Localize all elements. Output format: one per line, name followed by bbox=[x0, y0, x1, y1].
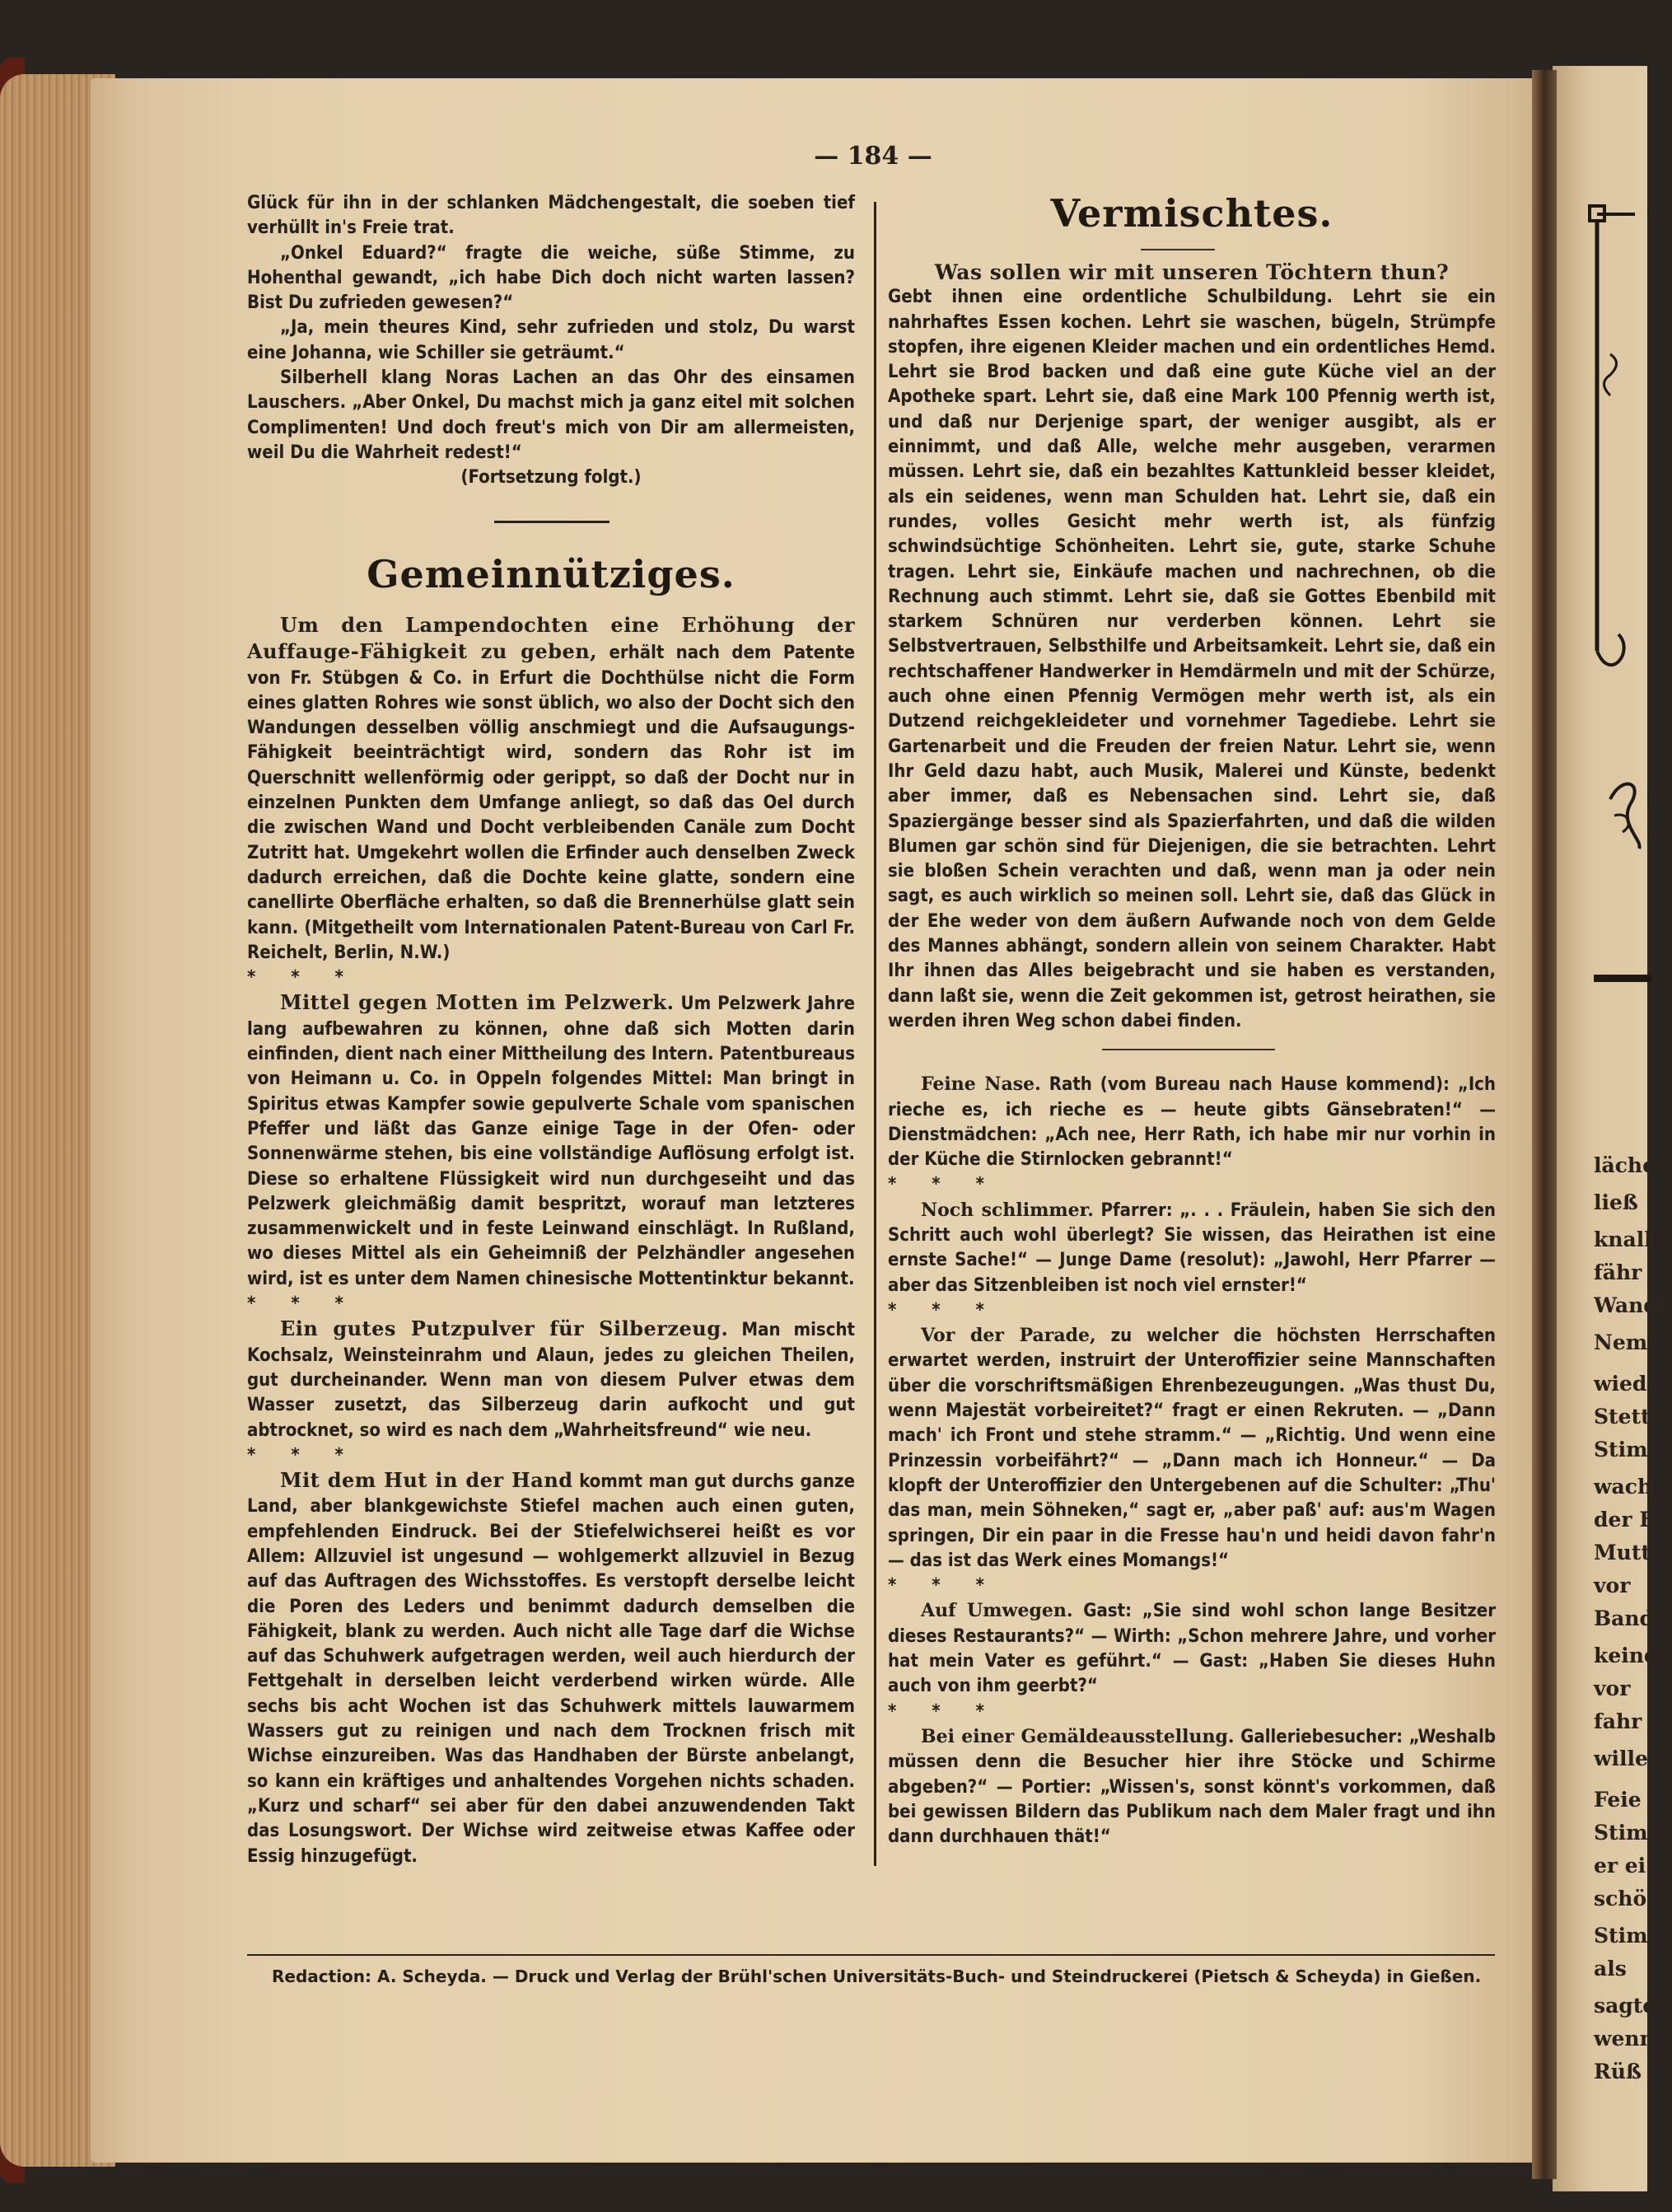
anecdote-title: Noch schlimmer. bbox=[921, 1199, 1094, 1221]
next-page-fragment: sagte bbox=[1594, 1994, 1656, 2018]
story-paragraph: „Onkel Eduard?“ fragte die weiche, süße Stimme, zu Hohenthal gewandt, „ich habe Dich doch nicht warten lassen? Bist Du zufrieden gewesen?“ bbox=[247, 242, 855, 314]
anecdote-noch-schlimmer bbox=[888, 1198, 1496, 1298]
story-paragraph: Silberhell klang Noras Lachen an das Ohr des einsamen Lauschers. „Aber Onkel, Du machst mich ja ganz eitel mit solchen Complimenten! Und doch freut's mich von Dir am allermeisten, weil Du die Wahrheit redest!“ bbox=[247, 367, 855, 463]
next-page-fragment: knallt bbox=[1594, 1228, 1662, 1251]
article-hut bbox=[247, 1468, 855, 1869]
article-putzpulver bbox=[247, 1316, 855, 1443]
next-page-fragment: als bbox=[1594, 1957, 1627, 1981]
next-page-fragment: Feie bbox=[1594, 1788, 1642, 1812]
next-page-fragment: fahr bbox=[1594, 1709, 1642, 1733]
article-heading: Um den Lampendochten eine Erhöhung der Auffauge-Fähigkeit zu geben, bbox=[247, 613, 855, 664]
ornament-frame bbox=[1586, 189, 1635, 684]
separator-stars: * * * bbox=[247, 1293, 358, 1315]
separator-stars: * * * bbox=[888, 1575, 999, 1597]
next-page-fragment: Nemes bbox=[1594, 1330, 1672, 1354]
article-body: kommt man gut durchs ganze Land, aber blankgewichste Stiefel machen auch einen guten, empfehlenden Eindruck. Bei der Stiefelwichserei heißt es vor Allem: Allzuviel ist ungesund — wohlgemerkt allzuviel in Bezug auf das Auftragen des Wichsstoffes. Es verstopft derselbe leicht die Poren des Leders und benimmt dadurch demselben die Fähigkeit, blank zu werden. Auch nicht alle Tage darf die Wichse auf das Schuhwerk aufgetragen werden, weil auch hierdurch der Fettgehalt in derselben leicht verderbend wirken würde. Alle sechs bis acht Wochen ist das Schuhwerk mittels lauwarmem Wassers gut zu reinigen und nach dem Trocknen frisch mit Wichse einzureiben. Was das Handhaben der Bürste anbelangt, so kann ein kräftiges und anhaltendes Vorgehen nichts schaden. „Kurz und scharf“ sei aber für den dabei anzuwendenden Takt das Losungswort. Der Wichse wird zeitweise etwas Kaffee oder Essig hinzugefügt. bbox=[247, 1471, 856, 1867]
next-page-fragment: Band bbox=[1594, 1606, 1654, 1630]
next-page-fragment: Stett bbox=[1594, 1405, 1651, 1429]
next-page-fragment: vor bbox=[1594, 1574, 1631, 1597]
imprint-footer: Redaction: A. Scheyda. — Druck und Verlag der Brühl'schen Universitäts-Buch- und Steindruckerei (Pietsch & Scheyda) in Gießen. bbox=[272, 1966, 1482, 1986]
next-page-fragment: vor bbox=[1594, 1677, 1631, 1700]
column-divider bbox=[874, 202, 876, 1866]
next-page-fragment: keine bbox=[1594, 1644, 1657, 1667]
left-column-articles bbox=[247, 613, 855, 1869]
article-body: erhält nach dem Patente von Fr. Stübgen & Co. in Erfurt die Dochthülse nicht die Form eines glatten Rohres wie sonst üblich, wo also der Docht sich den Wandungen desselben völlig anschmiegt und die Aufsaugungs-Fähigkeit beeinträchtigt wird, sondern das Rohr ist im Querschnitt wellenförmig oder gerippt, so daß der Docht nur in einzelnen Punkten dem Umfange anliegt, so daß das Oel durch die zwischen Wand und Docht verbleibenden Canäle zum Docht Zutritt hat. Umgekehrt wollen die Erfinder auch denselben Zweck dadurch erreichen, daß die Dochte keine glatte, sondern eine canellirte Oberfläche erhalten, so daß die Brennerhülse glatt sein kann. (Mitgetheilt vom Internationalen Patent-Bureau von Carl Fr. Reichelt, Berlin, N.W.) bbox=[247, 643, 856, 963]
next-page-fragment: er ei bbox=[1594, 1854, 1646, 1878]
anecdote-title: Bei einer Gemäldeausstellung. bbox=[921, 1725, 1235, 1747]
footer-rule bbox=[247, 1954, 1495, 1956]
article-body: Man mischt Kochsalz, Weinsteinrahm und Alaun, jedes zu gleichen Theilen, gut durcheinander. Wenn man von diesem Pulver etwas dem Wasser zusetzt, das Silberzeug darin aufkocht und gut abtrocknet, so wird es nach dem „Wahrheitsfreund“ wie neu. bbox=[247, 1320, 856, 1441]
ornament-flourish bbox=[1606, 766, 1647, 857]
next-page-fragment: Mutt bbox=[1594, 1541, 1651, 1564]
story-paragraph: „Ja, mein theures Kind, sehr zufrieden und stolz, Du warst eine Johanna, wie Schiller sie geträumt.“ bbox=[247, 317, 855, 363]
anecdote-rule bbox=[1102, 1049, 1275, 1050]
next-page-fragment: wiede bbox=[1594, 1372, 1660, 1396]
anecdote-title: Feine Nase. bbox=[921, 1073, 1041, 1096]
separator-stars: * * * bbox=[247, 1444, 358, 1466]
next-page-fragment: wach bbox=[1594, 1475, 1653, 1499]
anecdote-title: Vor der Parade, bbox=[921, 1325, 1096, 1347]
next-page-fragment: fähr bbox=[1594, 1260, 1642, 1284]
continued-note: (Fortsetzung folgt.) bbox=[460, 467, 642, 489]
lead-body: Gebt ihnen eine ordentliche Schulbildung. Lehrt sie ein nahrhaftes Essen kochen. Lehrt sie waschen, bügeln, Strümpfe stopfen, ihre eigenen Kleider machen und ein ordentliches Hemd. Lehrt sie Brod backen und daß eine gute Küche viel an der Apotheke spart. Lehrt sie, daß eine Mark 100 Pfennig werth ist, und daß nur Derjenige spart, der weniger ausgibt, als er einnimmt, und daß Alle, welche mehr ausgeben, verarmen müssen. Lehrt sie, daß ein bezahltes Kattunkleid besser kleidet, als ein seidenes, wenn man Schulden hat. Lehrt sie, daß ein rundes, volles Gesicht mehr werth ist, als fünfzig schwindsüchtige Schönheiten. Lehrt sie, gute, starke Schuhe tragen. Lehrt sie, Einkäufe machen und nachrechnen, ob die Rechnung auch stimmt. Lehrt sie, daß sie Gottes Ebenbild mit starkem Schnüren nur verderben können. Lehrt sie Selbstvertrauen, Selbsthilfe und Arbeitsamkeit. Lehrt sie, daß ein rechtschaffener Handwerker in Hemdärmeln und mit der Schürze, auch ohne einen Pfennig Vermögen mehr werth ist, als ein Dutzend reichgekleideter und vornehmer Tagediebe. Lehrt sie Gartenarbeit und die Freuden der freien Natur. Lehrt sie, wenn Ihr Geld dazu habt, auch Musik, Malerei und Künste, bedenkt aber immer, daß es Nebensachen sind. Lehrt sie, daß Spaziergänge besser sind als Spazierfahrten, und daß die wilden Blumen gar schön sind für Diejenigen, die sie betrachten. Lehrt sie bloßen Schein verachten und daß, wenn man ja oder nein sagt, es auch wirklich so meinen soll. Lehrt sie, daß das Glück in der Ehe weder von dem äußern Aufwande noch von dem Gelde des Mannes abhängt, sondern allein von seinem Charakter. Habt Ihr ihnen das Alles beigebracht und sie haben es verstanden, dann laßt sie, wenn die Zeit gekommen ist, getrost heirathen, sie werden ihren Weg schon dabei finden. bbox=[888, 287, 1496, 1031]
next-page-fragment: lächel bbox=[1594, 1153, 1664, 1177]
anecdote-title: Auf Umwegen. bbox=[921, 1600, 1073, 1622]
article-heading: Mit dem Hut in der Hand bbox=[280, 1468, 573, 1493]
separator-stars: * * * bbox=[888, 1299, 999, 1321]
next-page-fragment: Wand bbox=[1594, 1293, 1658, 1317]
article-motten bbox=[247, 990, 855, 1292]
lead-heading: Was sollen wir mit unseren Töchtern thun? bbox=[934, 260, 1450, 284]
separator-stars: * * * bbox=[888, 1700, 999, 1722]
anecdote-body: Gast: „Sie sind wohl schon lange Besitzer dieses Restaurants?“ — Wirth: „Schon mehrere Jahre, und vorher hat mein Vater es geführt.“ — Gast: „Haben Sie dieses Huhn auch von ihm geerbt?“ bbox=[888, 1601, 1496, 1697]
article-body: Um Pelzwerk Jahre lang aufbewahren zu können, ohne daß sich Motten darin einfinden, dient nach einer Mittheilung des Intern. Patentbureaus von Heimann u. Co. in Oppeln folgendes Mittel: Man bringt in Spiritus etwas Kampfer sowie gepulverte Schale vom spanischen Pfeffer und läßt das Ganze einige Tage in der Ofen- oder Sonnenwärme stehen, bis eine vollständige Auflösung erfolgt ist. Diese so erhaltene Flüssigkeit wird nun durchgeseiht und das Pelzwerk gleichmäßig damit bespritzt, worauf man letzteres zusammenwickelt und in feste Leinwand einschlägt. In Rußland, wo dieses Mittel als ein Geheimniß der Pelzhändler angesehen wird, ist es unter dem Namen chinesische Mottentinktur bekannt. bbox=[247, 994, 856, 1289]
next-page-fragment: ließ bbox=[1594, 1190, 1638, 1214]
anecdote-umwegen bbox=[888, 1598, 1496, 1699]
anecdote-body: Galleriebesucher: „Weshalb müssen denn die Besucher hier ihre Stöcke und Schirme abgeben?“ — Portier: „Wissen's, sonst könnt's vorkommen, daß bei gewissen Bildern das Publikum nach dem Maler fragt und ihn dann durchhauen thät!“ bbox=[888, 1726, 1496, 1848]
section-rule bbox=[494, 521, 609, 523]
separator-stars: * * * bbox=[888, 1174, 999, 1195]
article-lampendocht bbox=[247, 613, 855, 966]
right-column bbox=[888, 260, 1496, 1850]
section-title-vermischtes: Vermischtes. bbox=[1050, 191, 1333, 236]
next-page-fragment: wenn bbox=[1594, 2027, 1655, 2051]
anecdote-body: zu welcher die höchsten Herrschaften erwartet werden, instruirt der Unteroffizier seine Mannschaften über die vorschriftsmäßigen Ehrenbezeugungen. „Was thust Du, wenn Majestät vorbeireitet?“ fragt er einen Rekruten. — „Dann mach' ich Front und stehe stramm.“ — „Richtig. Und wenn eine Prinzessin vorbeifährt?“ — „Dann mach ich Honneur.“ — Da klopft der Unteroffizier den Untergebenen auf die Schulter: „Thu' das man, mein Söhneken,“ sagt er, „aber paß' auf: aus'm Wagen springen, Dir ein paar in die Fresse hau'n und heidi davon fahr'n — das ist das Werk eines Momangs!“ bbox=[888, 1326, 1496, 1571]
anecdote-parade bbox=[888, 1323, 1496, 1574]
title-rule bbox=[1141, 249, 1215, 250]
next-page-fragment: Stim bbox=[1594, 1924, 1648, 1948]
anecdote-gemaelde bbox=[888, 1724, 1496, 1850]
book-gutter bbox=[1532, 70, 1557, 2179]
next-page-fragment: Stim bbox=[1594, 1821, 1648, 1845]
left-column-top bbox=[247, 191, 855, 491]
anecdote-feine-nase bbox=[888, 1072, 1496, 1172]
section-title-gemeinnuetziges: Gemeinnütziges. bbox=[367, 552, 736, 596]
next-page-fragment: wille bbox=[1594, 1747, 1648, 1770]
next-page-fragment: Rüß bbox=[1594, 2060, 1642, 2083]
next-page-fragment: der E bbox=[1594, 1508, 1656, 1532]
story-paragraph: Glück für ihn in der schlanken Mädchengestalt, die soeben tief verhüllt in's Freie trat. bbox=[247, 193, 855, 239]
next-page-fragment: Stim bbox=[1594, 1438, 1648, 1461]
article-heading: Ein gutes Putzpulver für Silberzeug. bbox=[280, 1316, 729, 1341]
spacer bbox=[888, 1034, 1496, 1072]
separator-stars: * * * bbox=[247, 967, 358, 989]
anecdote-body: Rath (vom Bureau nach Hause kommend): „Ich rieche es, ich rieche es — heute gibts Gänsebraten!“ — Dienstmädchen: „Ach nee, Herr Rath, ich habe mir nur vorhin in der Küche die Stirnlocken gebrannt!“ bbox=[888, 1074, 1497, 1171]
article-heading: Mittel gegen Motten im Pelzwerk. bbox=[280, 990, 675, 1015]
next-page-fragment: schön bbox=[1594, 1887, 1662, 1910]
anecdote-body: Pfarrer: „. . . Fräulein, haben Sie sich den Schritt auch wohl überlegt? Sie wissen, das Heirathen ist eine ernste Sache!“ — Junge Dame (resolut): „Jawohl, Herr Pfarrer — aber das Sitzenbleiben ist noch viel ernster!“ bbox=[888, 1200, 1496, 1296]
next-page-rule bbox=[1594, 975, 1651, 982]
page-number: — 184 — bbox=[814, 142, 932, 171]
